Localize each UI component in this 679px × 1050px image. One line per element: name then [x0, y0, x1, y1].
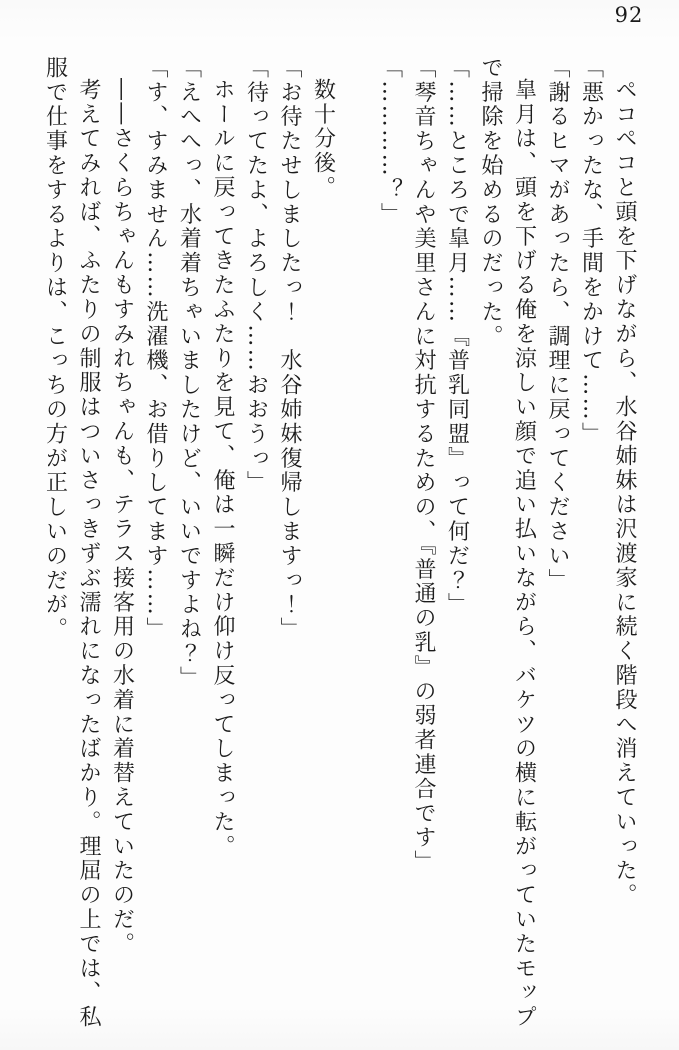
text-columns — [26, 56, 641, 1042]
text-line: 服で仕事をするよりは、こっちの方が正しいのだが。 — [42, 56, 68, 642]
text-line: 「えへへっ、水着着ちゃいましたけど、いいですよね？」 — [176, 56, 202, 691]
text-line: 「悪かったな、手間をかけて……」 — [578, 56, 604, 447]
text-line: 「…………？」 — [377, 56, 403, 227]
text-line: で掃除を始めるのだった。 — [478, 56, 503, 349]
text-line: ――さくらちゃんもすみれちゃんも、テラス接客用の水着に着替えていたのだ。 — [109, 78, 135, 957]
text-line: ホールに戻ってきたふたりを見て、俺は一瞬だけ仰け反ってしまった。 — [210, 78, 235, 859]
text-line: 「謝るヒマがあったら、調理に戻ってください」 — [545, 56, 570, 593]
text-line: 「す、すみません……洗濯機、お借りしてます……」 — [143, 56, 168, 642]
text-line: 「待ってたよ、よろしく……おおうっ」 — [243, 56, 269, 496]
text-line: 「琴音ちゃんや美里さんに対抗するための、『普通の乳』の弱者連合です」 — [411, 56, 436, 875]
blank-line — [340, 56, 374, 1042]
text-line: 「……ところで皐月……『普乳同盟』って何だ？」 — [444, 56, 470, 618]
text-line: 考えてみれば、ふたりの制服はついさっきずぶ濡れになったばかり。理屈の上では、私 — [76, 78, 101, 1030]
text-line: 「お待たせしましたっ！ 水谷姉妹復帰しますっ！」 — [277, 56, 302, 642]
text-line: 数十分後。 — [310, 78, 336, 200]
text-line: ペコペコと頭を下げながら、水谷姉妹は沢渡家に続く階段へ消えていった。 — [612, 78, 637, 908]
page-number: 92 — [614, 3, 644, 27]
text-line: 皐月は、頭を下げる俺を涼しい顔で追い払いながら、バケツの横に転がっていたモップ — [511, 78, 537, 1030]
